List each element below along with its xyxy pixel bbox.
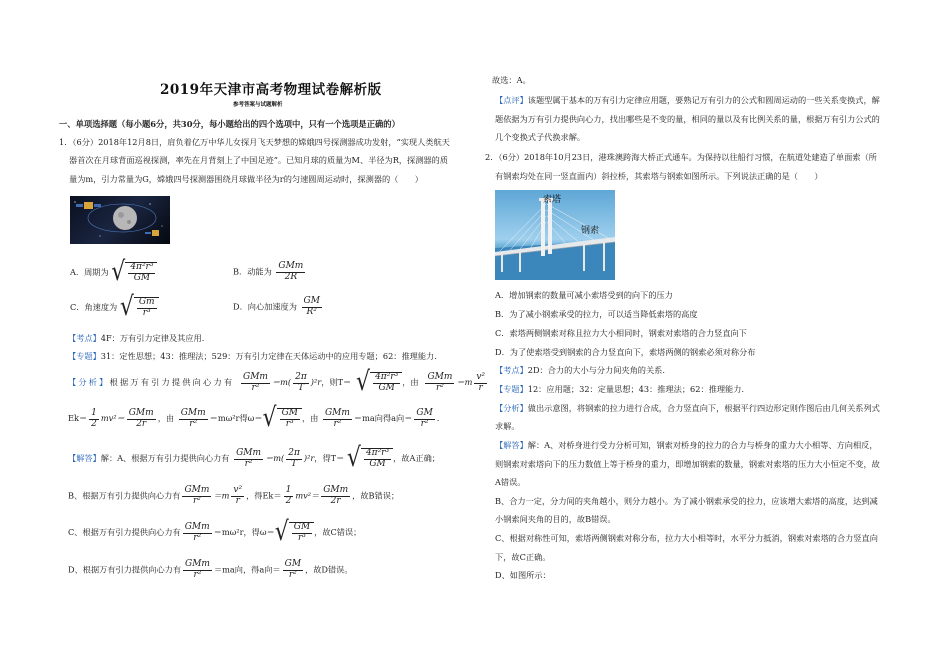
jieda-b-text: B、根据万有引力提供向心力有 [68,490,181,501]
section-heading: 一、单项选择题（每小题6分，共30分，每小题给出的四个选项中，只有一个选项是正确的） [59,119,400,129]
q2-option-d[interactable]: D．为了使索塔受到钢索的合力竖直向下，索塔两侧的钢索必须对称分布 [495,347,756,357]
answer-line: 故选：A。 [492,75,531,85]
formula-sqrt: √ $\frac{\text{4π²r³}}{GM}$ [347,448,393,470]
jieda-d-text2: ＝ma向，得a向＝ [213,564,281,575]
q2-kaodian [495,365,665,376]
formula-frac: $\frac{\text{GMm}}{\text{r²}}$ [184,485,210,506]
q1-jieda-b: B、根据万有引力提供向心力有 $\frac{\text{GMm}}{\text{r²}}$ ＝m $\frac{\text{v²}}{r}$ ，得Ek＝ $\frac{1}{2}$ mv²＝ $\frac{\text{GMm}}{2r}$ ，故B错误； [68,485,400,506]
formula-sqrt: √ $\frac{Gm}{\text{r³}}$ [120,297,159,319]
probe-illustration [70,196,170,244]
q1-jieda-a: 【解答】解：A、根据万有引力提供向心力有 $\frac{\text{GMm}}{\text{r²}}$ ＝m( $\frac{2\pi}{T}$ )²r，得T＝ √ $\frac{\text{4π²r³}}{GM}$ ，故A正确； [68,443,440,474]
fenxi-tag: 【分析】 [495,403,528,413]
formula-frac: $\frac{\text{GMm}}{\text{r²}}$ [243,371,268,393]
formula-frac: $\frac{\text{GMm}}{2r}$ [128,407,154,429]
dianping-tag: 【点评】 [495,95,528,105]
zhuanti-text: 31：定性思想；43：推理法；529：万有引力定律在天体运动中的应用专题；62：推理能力. [100,351,437,361]
q2-jieda-line3: A错误。 [495,477,526,487]
fenxi-text-4e: ＝ma向得a向＝ [353,413,413,423]
fenxi-text-4c: ＝mω²r得ω＝ [209,413,263,423]
q1-zhuanti [68,351,437,362]
q2-jieda-b2: 小钢索间夹角的目的，故B错误。 [495,514,616,524]
formula-frac: $\frac{2\pi}{T}$ [288,447,300,469]
q2-fenxi-line2: 求解。 [495,421,520,431]
q2-jieda-c2: 下，故C正确。 [495,552,551,562]
formula-frac: $\frac{\text{GMm}}{2R}$ [278,261,304,282]
formula-frac: $\frac{\text{GMm}}{2r}$ [323,485,349,506]
zhuanti-text: 12：应用题；32：定量思想；43：推理法；62：推理能力. [527,384,744,394]
jieda-text-1: 解：A、根据万有引力提供向心力有 [100,453,230,463]
jieda-text-1c: ，故A正确； [393,453,440,463]
fenxi-text-4a: Ek＝ [68,413,88,423]
kaodian-tag: 【考点】 [68,333,101,343]
probe-image [70,196,170,244]
dianping-text-1: 该题型属于基本的万有引力定律应用题，要熟记万有引力的公式和圆周运动的一些关系变换式，解 [527,95,880,105]
q1-fenxi-line1: 【分析】根据万有引力提供向心力有 $\frac{\text{GMm}}{\text{r²}}$ ＝m( $\frac{2\pi}{T}$ )²r，则T＝ √ $\frac{\text{4π²r³}}{GM}$ ，由 $\frac{\text{GMm}}{\text{r²}}$ ＝m $\frac{\text{v²}}{r}$ [68,367,486,398]
tower-label: 索塔 [543,195,562,205]
formula-frac: $\frac{\text{v²}}{r}$ [233,485,243,506]
formula-frac: $\frac{\text{GMm}}{\text{r²}}$ [324,407,350,429]
document-title: 2019年天津市高考物理试卷解析版 [160,82,382,98]
kaodian-tag: 【考点】 [495,365,528,375]
q2-line1: 2．（6分）2018年10月23日，港珠澳跨海大桥正式通车。为保持以往船行习惯，在航道处建造了单面索（所 [485,152,877,162]
formula-frac: $\frac{1}{2}$ [91,407,97,429]
fenxi-text-1: 根据万有引力提供向心力有 [109,377,235,387]
q1-jieda-c [68,517,362,548]
document-subtitle: 参考答案与试题解析 [233,102,283,108]
q1-option-c[interactable] [70,292,159,323]
q2-jieda-line2: 则钢索对索塔向下的压力数值上等于桥身的重力，即增加钢索的数量，钢索对索塔的压力大小恒定不变，故 [495,459,880,469]
q1-jieda-d [68,560,353,581]
formula-frac: $\frac{\text{GMm}}{\text{r²}}$ [184,521,210,543]
q2-jieda-d1: D、如图所示： [495,570,551,580]
jieda-text-1: 解：A、对桥身进行受力分析可知，钢索对桥身的拉力的合力与桥身的重力大小相等、方向相反， [527,440,878,450]
q2-option-c[interactable]: C．索塔两侧钢索对称且拉力大小相同时，钢索对索塔的合力竖直向下 [495,328,747,338]
formula-sqrt: √ $\frac{\text{4π²r³}}{GM}$ [111,262,157,284]
q2-option-a[interactable]: A．增加钢索的数量可减小索塔受到的向下的压力 [495,290,673,300]
formula-frac: $\frac{GM}{\text{r²}}$ [284,559,302,580]
dianping-line1 [495,95,880,106]
formula-sqrt: √ $\frac{GM}{\text{r³}}$ [275,522,314,544]
dianping-line3: 几个变换式子代换求解。 [495,132,586,142]
jieda-text-1b: ，得T＝ [314,453,345,463]
formula-frac: $\frac{\text{GMm}}{\text{r²}}$ [185,559,210,580]
formula-frac: $\frac{\text{GMm}}{\text{r²}}$ [180,407,206,429]
q2-fenxi-line1 [495,403,880,414]
q1-fenxi-line2: Ek＝ $\frac{1}{2}$ mv²＝ $\frac{\text{GMm}}{2r}$ ，由 $\frac{\text{GMm}}{\text{r²}}$ ＝mω²r得ω＝ √ $\frac{GM}{\text{r³}}$ ，由 $\frac{\text{GMm}}{\text{r²}}$ ＝ma向得a向＝ $\frac{GM}{\text{r²}}$ . [68,403,440,434]
q1-option-a[interactable] [70,257,157,288]
q2-jieda-b1: B、合力一定，分力间的夹角越小，则分力越小。为了减小钢索承受的拉力，应该增大索塔的高度，达到减 [495,496,878,506]
q1-option-b-label: B．动能为 [233,266,272,277]
fenxi-text-2: ，则T＝ [321,377,352,387]
fenxi-text-4b: ，由 [157,413,175,423]
formula-frac: $\frac{GM}{\text{r²}}$ [416,407,433,429]
bridge-image [495,190,615,280]
q1-option-c-label: C．角速度为 [70,302,118,312]
zhuanti-tag: 【专题】 [495,384,528,394]
jieda-d-text3: ，故D错误。 [305,564,353,575]
fenxi-text-3: ，由 [402,377,419,387]
kaodian-text: 2D：合力的大小与分力间夹角的关系. [527,365,665,375]
q2-zhuanti [495,384,744,395]
jieda-d-text: D、根据万有引力提供向心力有 [68,564,182,575]
formula-frac: $\frac{GM}{\text{R²}}$ [303,296,320,317]
q1-line1: 1．（6分）2018年12月8日，肩负着亿万中华儿女探月飞天梦想的嫦娥四号探测器成功发射，“实现人类航天 [59,137,450,147]
jieda-c-text3: ，故C错误； [314,527,362,537]
jieda-b-text2: ，得Ek＝ [246,490,282,501]
jieda-c-text2: ＝mω²r，得ω＝ [213,527,275,537]
formula-sqrt: √ $\frac{\text{4π²r³}}{GM}$ [356,372,402,394]
q1-kaodian [68,333,204,344]
formula-frac: $\frac{\text{GMm}}{\text{r²}}$ [427,371,453,393]
fenxi-text-4d: ，由 [301,413,319,423]
q2-line2: 有钢索均处在同一竖直面内）斜拉桥，其索塔与钢索如图所示。下列说法正确的是（ ） [495,171,823,181]
fenxi-tag: 【分析】 [68,377,110,387]
kaodian-text: 4F：万有引力定律及其应用. [100,333,205,343]
jieda-tag: 【解答】 [68,453,101,463]
formula-frac: $\frac{\text{v²}}{r}$ [476,371,486,393]
jieda-b-text3: ，故B错误； [352,490,400,501]
q2-option-b[interactable]: B．为了减小钢索承受的拉力，可以适当降低索塔的高度 [495,309,698,319]
formula-frac: $\frac{\text{GMm}}{\text{r²}}$ [236,447,262,469]
zhuanti-tag: 【专题】 [68,351,101,361]
fenxi-text-1: 做出示意图，将钢索的拉力进行合成，合力竖直向下，根据平行四边形定则作图后由几何关系列式 [527,403,880,413]
q1-option-d[interactable] [233,297,324,318]
q1-line2: 器首次在月球背面巡视探测，率先在月背刻上了中国足迹”。已知月球的质量为M、半径为R，探测器的质 [69,155,448,165]
formula-sqrt: √ $\frac{GM}{\text{r³}}$ [263,408,302,430]
q1-option-b[interactable] [233,262,307,283]
formula-frac: $\frac{2\pi}{T}$ [295,371,307,393]
formula-frac: $\frac{1}{2}$ [285,485,292,506]
q1-line3: 量为m，引力常量为G，嫦娥四号探测器围绕月球做半径为r的匀速圆周运动时，探测器的（ ） [69,174,423,184]
dianping-line2: 题依据为万有引力提供向心力，找出哪些是不变的量，相同的量以及有比例关系的量，根据万有引力公式的 [495,114,880,124]
jieda-c-text: C、根据万有引力提供向心力有 [68,527,181,537]
q2-jieda-c1: C、根据对称性可知，索塔两侧钢索对称分布，拉力大小相等时，水平分力抵消，钢索对索塔的合力竖直向 [495,533,878,543]
q2-jieda-line1 [495,440,878,451]
cable-label: 钢索 [581,226,600,236]
q1-option-d-label: D．向心加速度为 [233,301,297,312]
q1-option-a-label: A．周期为 [70,267,109,277]
jieda-tag: 【解答】 [495,440,528,450]
